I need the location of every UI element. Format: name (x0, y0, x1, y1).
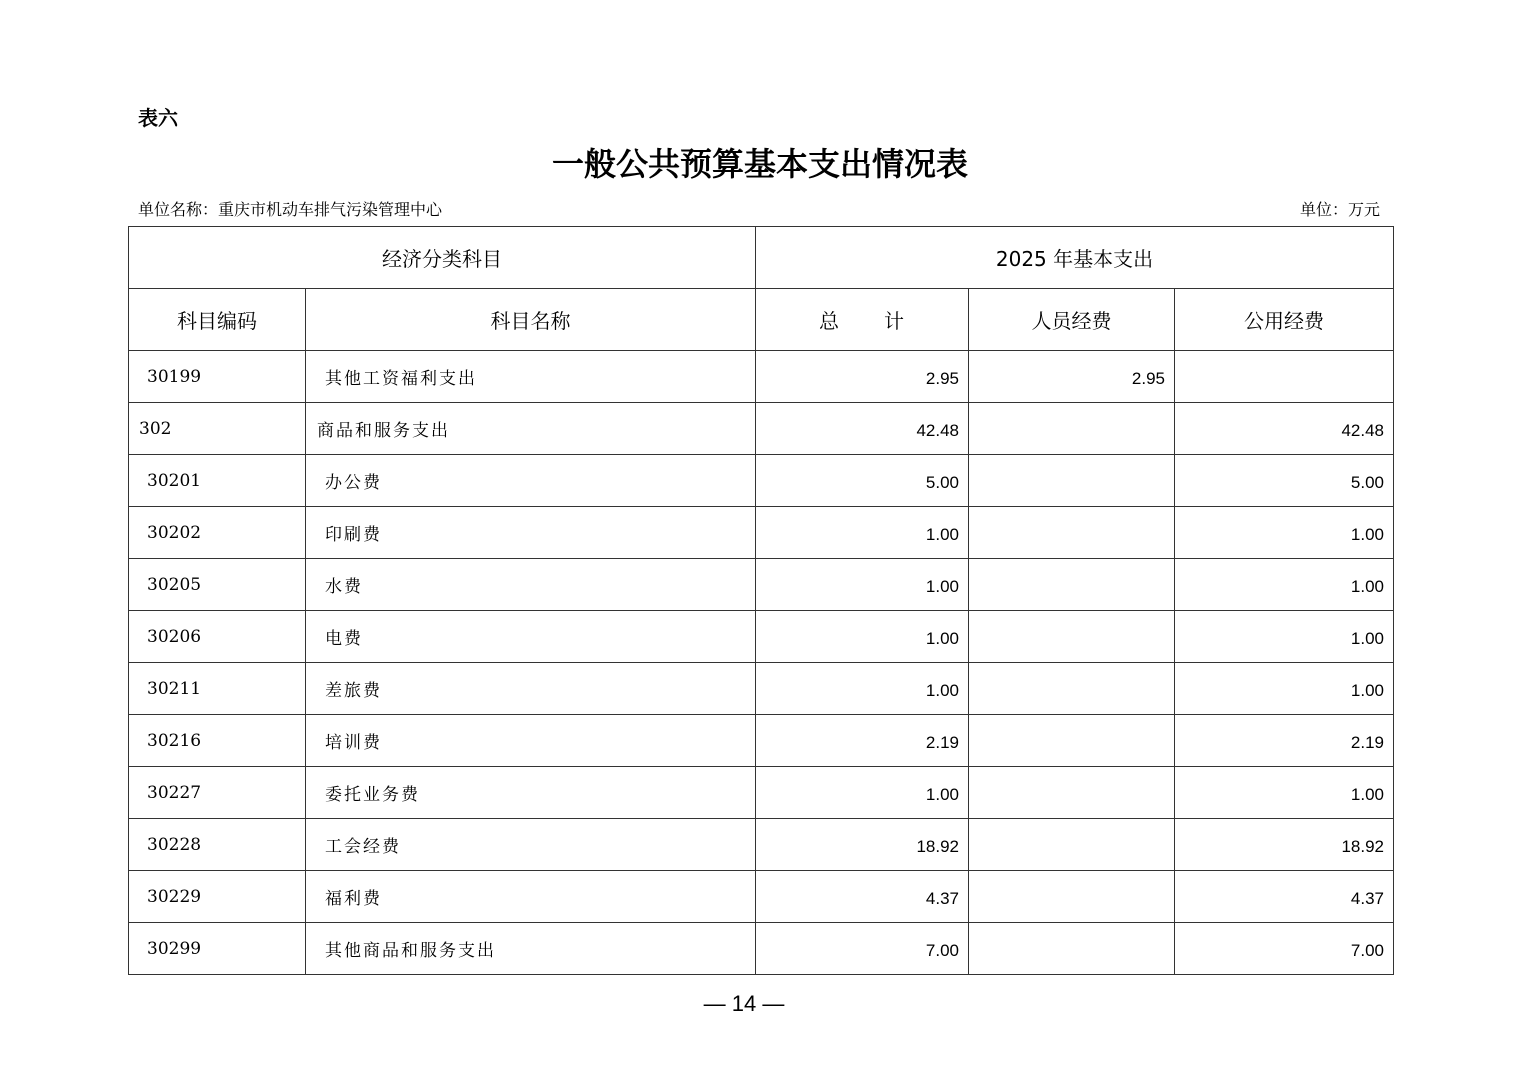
public-expense-cell: 2.19 (1175, 715, 1394, 767)
public-expense-cell: 18.92 (1175, 819, 1394, 871)
subject-name-cell: 委托业务费 (306, 767, 756, 819)
budget-table (128, 226, 1394, 975)
subject-name-cell: 其他工资福利支出 (306, 351, 756, 403)
header-group-row (129, 227, 1394, 289)
subject-name-cell: 其他商品和服务支出 (306, 923, 756, 975)
total-cell: 1.00 (756, 767, 969, 819)
total-cell: 1.00 (756, 663, 969, 715)
table-row (129, 871, 1394, 923)
subject-name-cell: 差旅费 (306, 663, 756, 715)
table-row (129, 767, 1394, 819)
public-expense-cell: 1.00 (1175, 767, 1394, 819)
total-cell: 7.00 (756, 923, 969, 975)
subject-code-cell: 30202 (129, 507, 306, 559)
table-row (129, 351, 1394, 403)
table-row (129, 819, 1394, 871)
subject-name-cell: 电费 (306, 611, 756, 663)
unit-name: 单位名称：重庆市机动车排气污染管理中心 (138, 200, 443, 219)
subject-code-cell: 30206 (129, 611, 306, 663)
public-expense-cell: 1.00 (1175, 559, 1394, 611)
public-expense-cell: 1.00 (1175, 663, 1394, 715)
subject-code-cell: 302 (129, 403, 306, 455)
header-total-char-2: 计 (884, 309, 905, 333)
header-total-char-1: 总 (819, 309, 840, 333)
personnel-expense-cell (969, 923, 1175, 975)
total-cell: 2.95 (756, 351, 969, 403)
total-cell: 42.48 (756, 403, 969, 455)
public-expense-cell: 7.00 (1175, 923, 1394, 975)
total-cell: 5.00 (756, 455, 969, 507)
header-public-expense: 公用经费 (1175, 289, 1394, 351)
personnel-expense-cell (969, 767, 1175, 819)
personnel-expense-cell (969, 455, 1175, 507)
personnel-expense-cell (969, 559, 1175, 611)
header-total (756, 289, 969, 351)
header-column-row (129, 289, 1394, 351)
header-personnel-expense: 人员经费 (969, 289, 1175, 351)
header-basic-expenditure: 2025 年基本支出 (756, 227, 1394, 289)
personnel-expense-cell: 2.95 (969, 351, 1175, 403)
subject-name-cell: 工会经费 (306, 819, 756, 871)
header-economic-classification: 经济分类科目 (129, 227, 756, 289)
subject-code-cell: 30227 (129, 767, 306, 819)
table-row (129, 923, 1394, 975)
total-cell: 18.92 (756, 819, 969, 871)
subject-code-cell: 30299 (129, 923, 306, 975)
personnel-expense-cell (969, 611, 1175, 663)
subject-name-cell: 印刷费 (306, 507, 756, 559)
total-cell: 4.37 (756, 871, 969, 923)
subject-name-cell: 培训费 (306, 715, 756, 767)
subject-code-cell: 30228 (129, 819, 306, 871)
table-number: 表六 (138, 106, 178, 130)
table-row (129, 611, 1394, 663)
personnel-expense-cell (969, 507, 1175, 559)
subject-code-cell: 30205 (129, 559, 306, 611)
personnel-expense-cell (969, 403, 1175, 455)
subject-name-cell: 办公费 (306, 455, 756, 507)
subject-name-cell: 水费 (306, 559, 756, 611)
personnel-expense-cell (969, 715, 1175, 767)
table-row (129, 715, 1394, 767)
table-row (129, 507, 1394, 559)
personnel-expense-cell (969, 871, 1175, 923)
subject-code-cell: 30229 (129, 871, 306, 923)
subject-code-cell: 30211 (129, 663, 306, 715)
public-expense-cell: 1.00 (1175, 611, 1394, 663)
public-expense-cell: 4.37 (1175, 871, 1394, 923)
total-cell: 2.19 (756, 715, 969, 767)
header-subject-name: 科目名称 (306, 289, 756, 351)
public-expense-cell (1175, 351, 1394, 403)
total-cell: 1.00 (756, 559, 969, 611)
public-expense-cell: 5.00 (1175, 455, 1394, 507)
subject-code-cell: 30201 (129, 455, 306, 507)
subject-name-cell: 福利费 (306, 871, 756, 923)
personnel-expense-cell (969, 663, 1175, 715)
personnel-expense-cell (969, 819, 1175, 871)
table-row (129, 455, 1394, 507)
table-row (129, 559, 1394, 611)
header-subject-code: 科目编码 (129, 289, 306, 351)
total-cell: 1.00 (756, 611, 969, 663)
table-row (129, 403, 1394, 455)
table-row (129, 663, 1394, 715)
public-expense-cell: 1.00 (1175, 507, 1394, 559)
page-number: — 14 — (703, 991, 785, 1016)
total-cell: 1.00 (756, 507, 969, 559)
subject-name-cell: 商品和服务支出 (306, 403, 756, 455)
public-expense-cell: 42.48 (1175, 403, 1394, 455)
currency-unit: 单位：万元 (1299, 200, 1380, 219)
subject-code-cell: 30216 (129, 715, 306, 767)
subject-code-cell: 30199 (129, 351, 306, 403)
document-title: 一般公共预算基本支出情况表 (551, 145, 968, 183)
table-body (129, 351, 1394, 975)
